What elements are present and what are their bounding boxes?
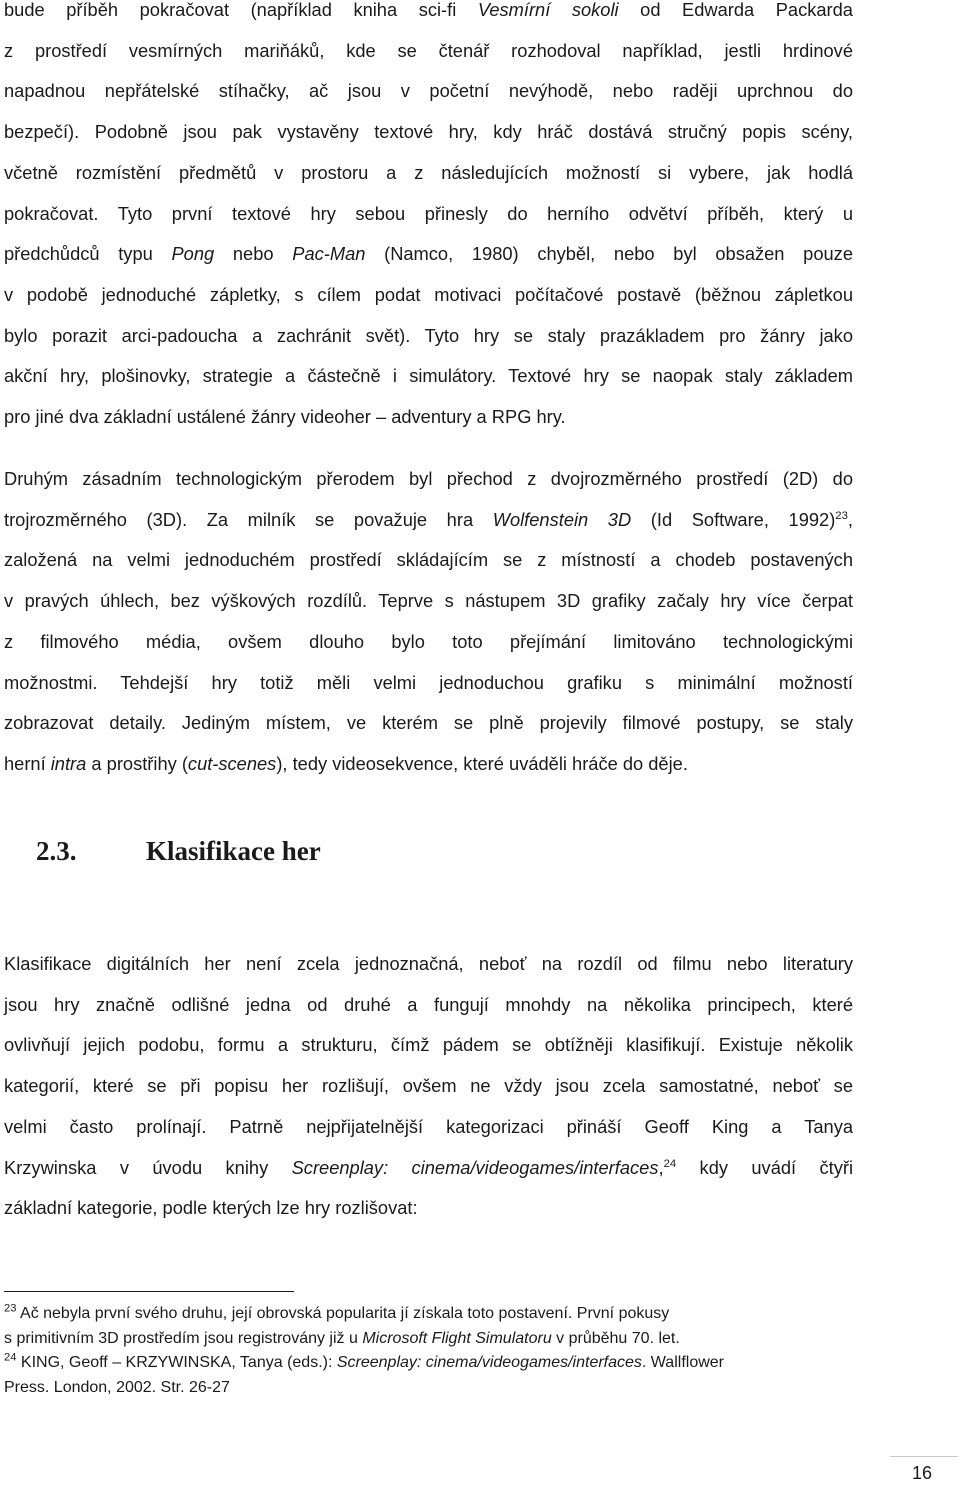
italic-text: Screenplay: cinema/videogames/interfaces xyxy=(291,1156,659,1178)
italic-text: Wolfenstein 3D xyxy=(492,508,632,530)
text-line: bude příběh pokračovat (například kniha sci-fi Vesmírní sokoli od Edwarda Packarda xyxy=(4,0,853,20)
text-line: trojrozměrného (3D). Za milník se považuje hra Wolfenstein 3D (Id Software, 1992)$^{23}$, xyxy=(4,508,853,530)
paragraph-2 xyxy=(4,459,853,785)
footnote-line: $^{24}$ KING, Geoff – KRZYWINSKA, Tanya (eds.): Screenplay: cinema/videogames/interfaces. Wallflower xyxy=(4,1351,724,1371)
italic-text: cut-scenes xyxy=(187,752,277,774)
italic-text: Pong xyxy=(171,243,215,265)
text-line: možnostmi. Tehdejší hry totiž měli velmi jednoduchou grafiku s minimální možností xyxy=(4,671,853,693)
text-line: akční hry, plošinovky, strategie a částečně i simulátory. Textové hry se naopak staly základem xyxy=(4,365,853,387)
italic-text: Screenplay: cinema/videogames/interfaces xyxy=(336,1354,642,1371)
text-line: v pravých úhlech, bez výškových rozdílů. Teprve s nástupem 3D grafiky začaly hry více čerpat xyxy=(4,590,853,612)
footnote-separator xyxy=(4,1291,294,1292)
text-line: kategorií, které se při popisu her rozlišují, ovšem ne vždy jsou zcela samostatné, neboť se xyxy=(4,1075,853,1097)
footnote-line: s primitivním 3D prostředím jsou registrovány již u Microsoft Flight Simulatoru v průběhu 70. let. xyxy=(4,1329,680,1347)
paragraph-3 xyxy=(4,944,853,1229)
text-line: včetně rozmístění předmětů v prostoru a z následujících možností si vybere, jak hodlá xyxy=(4,161,853,183)
section-heading xyxy=(36,836,321,867)
text-line: napadnou nepřátelské stíhačky, ač jsou v početní nevýhodě, nebo raději uprchnou do xyxy=(4,80,853,102)
text-line: v podobě jednoduché zápletky, s cílem podat motivaci počítačové postavě (běžnou zápletkou xyxy=(4,283,853,305)
footnote-reference: 23 xyxy=(835,509,848,522)
italic-text: intra xyxy=(50,752,87,774)
paragraph-1 xyxy=(4,0,853,438)
footnote-reference: 24 xyxy=(663,1157,677,1170)
text-line: zobrazovat detaily. Jediným místem, ve kterém se plně projevily filmové postupy, se staly xyxy=(4,712,853,734)
text-line: Krzywinska v úvodu knihy Screenplay: cinema/videogames/interfaces,$^{24}$ kdy uvádí čtyři xyxy=(4,1156,854,1178)
italic-text: Microsoft Flight Simulatoru xyxy=(362,1329,552,1347)
italic-text: Pac-Man xyxy=(292,243,366,265)
footnote-line: $^{23}$ Ač nebyla první svého druhu, její obrovská popularita jí získala toto postavení. První pokusy xyxy=(4,1302,670,1322)
text-line: Druhým zásadním technologickým přerodem byl přechod z dvojrozměrného prostředí (2D) do xyxy=(4,468,853,489)
text-line: předchůdců typu Pong nebo Pac-Man (Namco, 1980) chyběl, nebo byl obsažen pouze xyxy=(4,243,853,265)
text-line: bezpečí). Podobně jsou pak vystavěny textové hry, kdy hráč dostává stručný popis scény, xyxy=(4,121,853,143)
footnote-reference: 24 xyxy=(4,1351,17,1364)
footnotes xyxy=(4,1302,853,1400)
page-number-rule xyxy=(890,1456,958,1457)
text-line: velmi často prolínají. Patrně nejpřijatelnější kategorizaci přináší Geoff King a Tanya xyxy=(4,1115,853,1137)
text-line: bylo porazit arci-padoucha a zachránit svět). Tyto hry se staly prazákladem pro žánry jako xyxy=(4,324,853,346)
footnote-line: Press. London, 2002. Str. 26-27 xyxy=(4,1378,230,1396)
section-title: Klasifikace her xyxy=(146,836,321,866)
text-line: pro jiné dva základní ustálené žánry videoher – adventury a RPG hry. xyxy=(4,406,566,428)
text-line: Klasifikace digitálních her není zcela jednoznačná, neboť na rozdíl od filmu nebo literatury xyxy=(4,953,853,974)
text-line: z filmového média, ovšem dlouho bylo toto přejímání limitováno technologickými xyxy=(4,630,853,652)
footnote-reference: 23 xyxy=(4,1302,17,1315)
text-line: ovlivňují jejich podobu, formu a strukturu, čímž pádem se obtížněji klasifikují. Existuje několik xyxy=(4,1034,853,1056)
text-line: založená na velmi jednoduchém prostředí skládajícím se z místností a chodeb postavených xyxy=(4,549,853,571)
text-line: herní intra a prostřihy (cut-scenes), tedy videosekvence, které uváděli hráče do děje. xyxy=(4,752,688,774)
text-line: pokračovat. Tyto první textové hry sebou přinesly do herního odvětví příběh, který u xyxy=(4,202,853,224)
text-line: jsou hry značně odlišné jedna od druhé a fungují mnohdy na několika principech, které xyxy=(4,993,853,1015)
italic-text: Vesmírní sokoli xyxy=(477,0,619,20)
text-line: základní kategorie, podle kterých lze hry rozlišovat: xyxy=(4,1197,418,1219)
text-line: z prostředí vesmírných mariňáků, kde se čtenář rozhodoval například, jestli hrdinové xyxy=(4,39,853,61)
page-number: 16 xyxy=(912,1463,933,1483)
section-number: 2.3. xyxy=(36,836,77,866)
